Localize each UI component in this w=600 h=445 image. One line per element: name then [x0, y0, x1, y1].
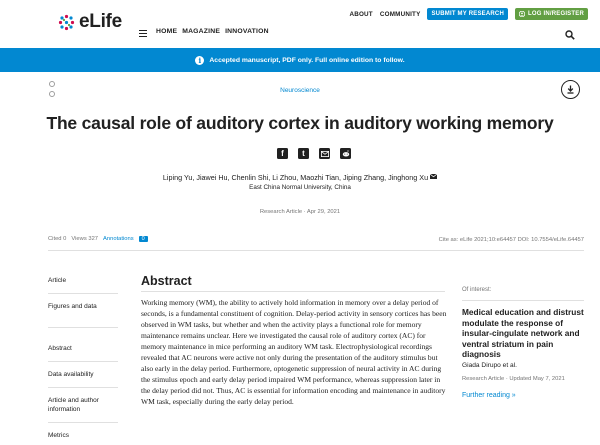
- submit-research-button[interactable]: SUBMIT MY RESEARCH: [427, 8, 508, 20]
- login-label: LOG IN/REGISTER: [527, 11, 584, 17]
- share-buttons: [277, 148, 351, 159]
- author-list: [0, 173, 600, 182]
- nav-article-author-info[interactable]: Article and author information: [48, 397, 99, 413]
- article-stats: [48, 236, 148, 242]
- nav-magazine[interactable]: MAGAZINE: [182, 28, 221, 35]
- nav-metrics[interactable]: Metrics: [48, 432, 69, 439]
- info-icon: i: [195, 56, 204, 65]
- about-link[interactable]: ABOUT: [349, 10, 373, 18]
- annotations-link[interactable]: Annotations: [103, 236, 134, 242]
- abstract-heading: Abstract: [141, 274, 192, 288]
- header-divider: [48, 250, 584, 251]
- nav-figures-data[interactable]: Figures and data: [48, 303, 97, 310]
- site-header: [0, 0, 600, 48]
- affiliation: East China Normal University, China: [249, 184, 351, 191]
- nav-home[interactable]: HOME: [156, 28, 178, 35]
- facebook-icon[interactable]: f: [277, 148, 288, 159]
- email-icon[interactable]: [319, 148, 330, 159]
- nav-data-availability[interactable]: Data availability: [48, 371, 94, 378]
- related-article-title[interactable]: Medical education and distrust modulate the response of insular-cingulate network and ventral striatum in pain diagnosis: [462, 307, 584, 360]
- authors-text[interactable]: Liping Yu, Jiawei Hu, Chenlin Shi, Li Zhou, Maozhi Tian, Jiping Zhang, Jinghong Xu: [162, 173, 429, 182]
- nav-divider: [48, 422, 118, 423]
- nav-divider: [48, 387, 118, 388]
- search-icon[interactable]: [565, 30, 575, 40]
- nav-article[interactable]: Article: [48, 277, 67, 284]
- logo-text: eLife: [79, 11, 122, 32]
- menu-icon[interactable]: [139, 30, 147, 37]
- citation-info: Cite as: eLife 2021;10:e64457 DOI: 10.7554/eLife.64457: [438, 237, 584, 243]
- nav-divider: [48, 327, 118, 328]
- nav-divider: [48, 361, 118, 362]
- abstract-text: Working memory (WM), the ability to actively hold information in memory over a delay period of seconds, is a fundamental constituent of cognition. Delay-period activity in sensory cortices has been observed in WM tasks, but whether and when the activity plays a functional role for memory maintenance remains unclear. Here we investigated the causal role of auditory cortex (AC) for memory maintenance in mice performing an auditory WM task. Electrophysiological recordings revealed that AC neurons were active not only during the presentation of the auditory stimulus but also early in the delay period. Furthermore, optogenetic suppression of neural activity in AC during the stimulus epoch and early delay period impaired WM performance, whereas suppression later in the delay period did not. Thus, AC is essential for information encoding and maintenance in auditory WM task, especially during the early delay period.: [141, 298, 447, 406]
- related-article-meta: Research Article · Updated May 7, 2021: [462, 375, 565, 382]
- community-link[interactable]: COMMUNITY: [379, 10, 421, 18]
- download-icon: [566, 85, 575, 94]
- nav-divider: [48, 293, 118, 294]
- views-count[interactable]: Views 327: [71, 236, 99, 242]
- related-article-panel: [462, 287, 584, 399]
- info-banner: [0, 48, 600, 72]
- login-register-button[interactable]: [515, 8, 588, 20]
- email-author-icon[interactable]: [430, 174, 437, 179]
- abstract-divider: [141, 291, 445, 292]
- article-title: The causal role of auditory cortex in auditory working memory: [46, 113, 554, 133]
- article-side-nav: [48, 276, 118, 440]
- download-button[interactable]: [561, 80, 580, 99]
- subject-link[interactable]: Neuroscience: [280, 87, 320, 94]
- related-article-authors: Giada Dirupo et al.: [462, 361, 517, 369]
- main-nav: [0, 24, 600, 46]
- of-interest-label: Of interest:: [462, 287, 492, 293]
- annotations-count-badge[interactable]: 0: [139, 236, 148, 242]
- further-reading-link[interactable]: Further reading »: [462, 391, 516, 399]
- user-icon: [519, 11, 525, 17]
- twitter-icon[interactable]: t: [298, 148, 309, 159]
- reddit-icon[interactable]: [340, 148, 351, 159]
- article-meta: Research Article · Apr 29, 2021: [259, 209, 341, 215]
- cited-count[interactable]: Cited 0: [48, 236, 67, 242]
- utility-links: [349, 8, 588, 20]
- nav-abstract[interactable]: Abstract: [48, 345, 72, 352]
- related-divider: [462, 300, 584, 301]
- nav-innovation[interactable]: INNOVATION: [225, 28, 269, 35]
- banner-text: Accepted manuscript, PDF only. Full online edition to follow.: [209, 56, 405, 64]
